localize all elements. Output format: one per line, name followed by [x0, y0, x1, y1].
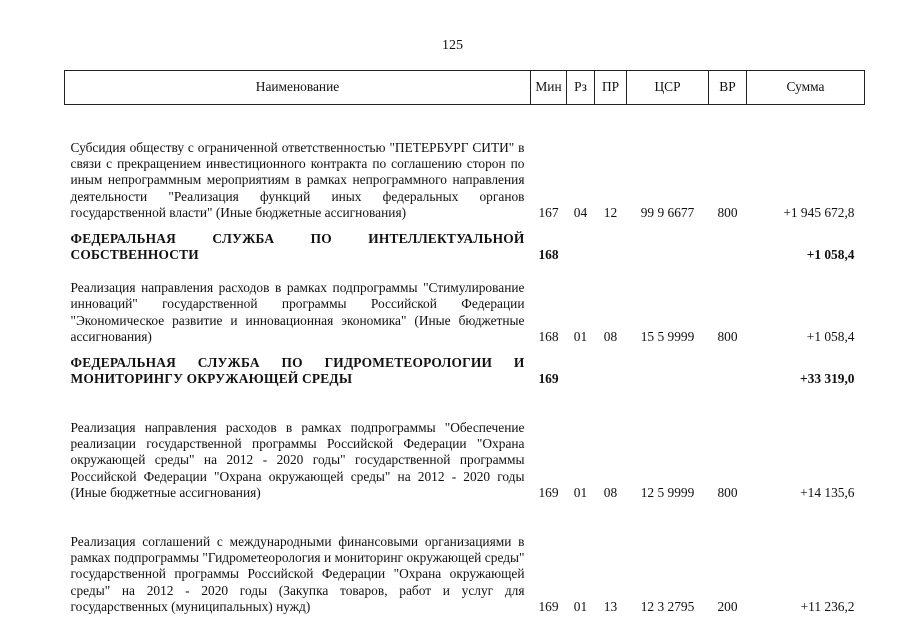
row-pr — [595, 345, 627, 387]
row-name-text: Реализация направления расходов в рамках подпрограммы "Обеспечение реализации государственной программы Российской Федерации "Охрана окружающей среды" на 2012 - 2020 годы" государственной программы Российской Федерации "Охрана окружающей среды" на 2012 - 2020 годы (Иные бюджетные ассигнования) — [70, 419, 525, 500]
header-rz: Рз — [567, 71, 595, 105]
table-row-organization — [65, 221, 865, 263]
table-row — [65, 387, 865, 501]
row-pr: 08 — [603, 484, 618, 500]
row-pr: 12 — [603, 204, 618, 220]
header-name: Наименование — [65, 71, 531, 105]
row-csr — [627, 345, 709, 387]
header-pr: ПР — [595, 71, 627, 105]
table-header-row — [65, 71, 865, 105]
row-rz — [567, 221, 595, 263]
row-min: 168 — [538, 328, 559, 344]
row-vr — [709, 221, 747, 263]
row-sum: +33 319,0 — [800, 370, 855, 386]
row-rz: 01 — [573, 484, 588, 500]
row-sum: +1 945 672,8 — [783, 204, 855, 220]
row-rz: 04 — [573, 204, 588, 220]
row-sum: +1 058,4 — [806, 246, 855, 262]
row-vr: 200 — [717, 598, 738, 614]
row-sum: +14 135,6 — [800, 484, 855, 500]
row-name-text: Реализация соглашений с международными финансовыми организациями в рамках подпрограммы "Гидрометеорология и мониторинг окружающей среды" государственной программы Российской Федерации "Охрана окружающей среды" на 2012 - 2020 годы (Закупка товаров, работ и услуг для государственных (муниципальных) нужд) — [70, 533, 525, 614]
row-csr: 15 5 9999 — [640, 328, 695, 344]
row-csr — [627, 221, 709, 263]
budget-table — [64, 70, 865, 615]
row-rz — [567, 345, 595, 387]
row-vr: 800 — [717, 204, 738, 220]
row-csr: 99 9 6677 — [640, 204, 695, 220]
row-min: 169 — [538, 598, 559, 614]
row-pr: 13 — [603, 598, 618, 614]
row-min: 169 — [538, 370, 559, 386]
row-vr: 800 — [717, 328, 738, 344]
row-name — [65, 345, 531, 387]
row-name-text: ФЕДЕРАЛЬНАЯ СЛУЖБА ПО ГИДРОМЕТЕОРОЛОГИИ И МОНИТОРИНГУ ОКРУЖАЮЩЕЙ СРЕДЫ — [70, 354, 525, 386]
row-name — [65, 105, 531, 222]
table-row — [65, 105, 865, 222]
row-sum: +1 058,4 — [806, 328, 855, 344]
row-sum: +11 236,2 — [800, 598, 855, 614]
row-min: 168 — [538, 246, 559, 262]
row-name — [65, 387, 531, 501]
table-row-organization — [65, 345, 865, 387]
row-csr: 12 3 2795 — [640, 598, 695, 614]
header-sum: Сумма — [747, 71, 865, 105]
row-vr: 800 — [717, 484, 738, 500]
row-rz: 01 — [573, 328, 588, 344]
row-rz: 01 — [573, 598, 588, 614]
row-vr — [709, 345, 747, 387]
row-name-text: ФЕДЕРАЛЬНАЯ СЛУЖБА ПО ИНТЕЛЛЕКТУАЛЬНОЙ СОБСТВЕННОСТИ — [70, 230, 525, 262]
row-pr: 08 — [603, 328, 618, 344]
page-number: 125 — [442, 38, 463, 53]
row-name — [65, 263, 531, 345]
row-min: 169 — [538, 484, 559, 500]
row-name-text: Реализация направления расходов в рамках подпрограммы "Стимулирование инноваций" государственной программы Российской Федерации "Экономическое развитие и инновационная экономика" (Иные бюджетные ассигнования) — [70, 280, 525, 344]
row-csr: 12 5 9999 — [640, 484, 695, 500]
row-name — [65, 221, 531, 263]
row-pr — [595, 221, 627, 263]
table-row — [65, 263, 865, 345]
row-min: 167 — [538, 204, 559, 220]
header-vr: ВР — [709, 71, 747, 105]
row-name — [65, 501, 531, 615]
header-min: Мин — [531, 71, 567, 105]
header-csr: ЦСР — [627, 71, 709, 105]
row-name-text: Субсидия обществу с ограниченной ответственностью "ПЕТЕРБУРГ СИТИ" в связи с прекращением инвестиционного контракта по соглашению сторон по иным непрограммным мероприятиям в рамках непрограммного направления деятельности "Реализация функций иных федеральных органов государственной власти" (Иные бюджетные ассигнования) — [70, 139, 525, 220]
table-row — [65, 501, 865, 615]
